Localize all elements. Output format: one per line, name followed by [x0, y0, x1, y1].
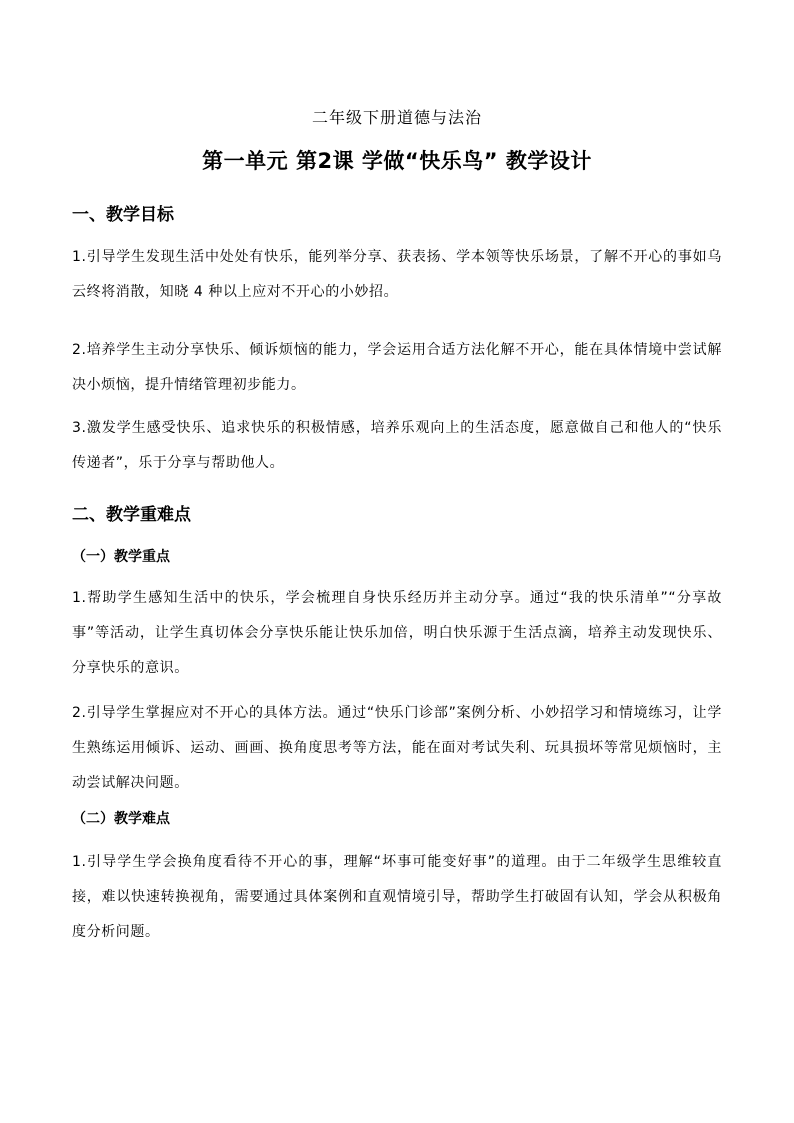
difficulty-paragraph-1: 1.引导学生学会换角度看待不开心的事，理解“坏事可能变好事”的道理。由于二年级学生思维较直接，难以快速转换视角，需要通过具体案例和直观情境引导，帮助学生打破固有认知，学会从积极角度分析问题。 [72, 854, 722, 940]
section-heading-goals: 一、教学目标 [72, 205, 174, 225]
document-subtitle: 二年级下册道德与法治 [311, 108, 482, 127]
focus-paragraph-1: 1.帮助学生感知生活中的快乐，学会梳理自身快乐经历并主动分享。通过“我的快乐清单”“分享故事”等活动，让学生真切体会分享快乐能让快乐加倍，明白快乐源于生活点滴，培养主动发现快乐、分享快乐的意识。 [72, 590, 722, 676]
goal-paragraph-1: 1.引导学生发现生活中处处有快乐，能列举分享、获表扬、学本领等快乐场景，了解不开心的事如乌云终将消散，知晓 4 种以上应对不开心的小妙招。 [72, 249, 722, 300]
document-title: 第一单元 第2课 学做“快乐鸟” 教学设计 [202, 149, 592, 173]
section-heading-key-points: 二、教学重难点 [72, 505, 191, 525]
subsection-heading-focus: （一）教学重点 [72, 549, 170, 565]
focus-paragraph-2: 2.引导学生掌握应对不开心的具体方法。通过“快乐门诊部”案例分析、小妙招学习和情境练习，让学生熟练运用倾诉、运动、画画、换角度思考等方法，能在面对考试失利、玩具损坏等常见烦恼时，主动尝试解决问题。 [72, 705, 722, 791]
goal-paragraph-2: 2.培养学生主动分享快乐、倾诉烦恼的能力，学会运用合适方法化解不开心，能在具体情境中尝试解决小烦恼，提升情绪管理初步能力。 [72, 342, 722, 393]
goal-paragraph-3: 3.激发学生感受快乐、追求快乐的积极情感，培养乐观向上的生活态度，愿意做自己和他人的“快乐传递者”，乐于分享与帮助他人。 [72, 420, 722, 471]
subsection-heading-difficulty: （二）教学难点 [72, 811, 170, 827]
